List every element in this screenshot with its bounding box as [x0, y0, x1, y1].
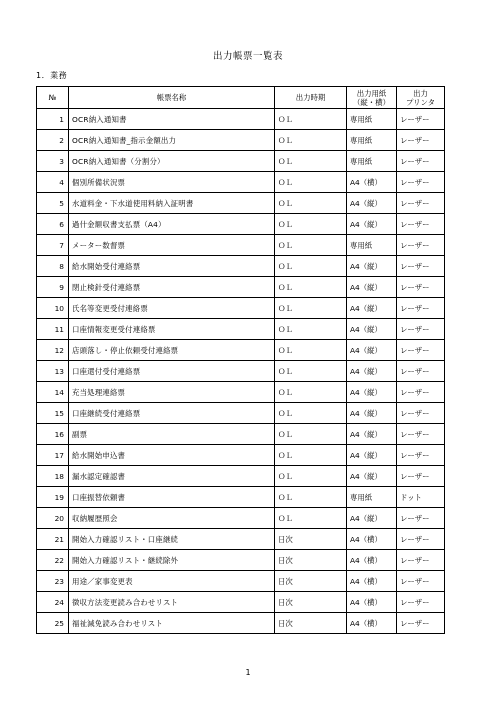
- row-number: 1: [37, 109, 69, 130]
- table-row: [37, 424, 445, 445]
- output-printer: レーザー: [397, 277, 445, 298]
- row-number: 11: [37, 319, 69, 340]
- header-printer: [397, 87, 445, 109]
- table-row: [37, 613, 445, 634]
- output-paper: 専用紙: [347, 130, 397, 151]
- row-number: 18: [37, 466, 69, 487]
- header-printer-line1: 出力: [413, 88, 428, 98]
- row-number: 2: [37, 130, 69, 151]
- output-timing: ＯＬ: [275, 403, 347, 424]
- row-number: 23: [37, 571, 69, 592]
- output-paper: A4（縦）: [347, 403, 397, 424]
- output-paper: A4（横）: [347, 172, 397, 193]
- report-list-table: [36, 86, 445, 634]
- output-timing: ＯＬ: [275, 424, 347, 445]
- row-number: 5: [37, 193, 69, 214]
- row-number: 10: [37, 298, 69, 319]
- output-printer: レーザー: [397, 256, 445, 277]
- report-name: 店頭落し・停止依頼受付連絡票: [69, 340, 275, 361]
- output-paper: A4（縦）: [347, 277, 397, 298]
- output-printer: ドット: [397, 487, 445, 508]
- row-number: 7: [37, 235, 69, 256]
- report-name: 口座振替依頼書: [69, 487, 275, 508]
- row-number: 3: [37, 151, 69, 172]
- table-row: [37, 445, 445, 466]
- output-paper: A4（縦）: [347, 319, 397, 340]
- output-timing: ＯＬ: [275, 214, 347, 235]
- table-row: [37, 508, 445, 529]
- page-number: 1: [245, 668, 251, 677]
- table-row: [37, 592, 445, 613]
- output-paper: A4（縦）: [347, 298, 397, 319]
- output-paper: A4（縦）: [347, 193, 397, 214]
- output-timing: ＯＬ: [275, 130, 347, 151]
- report-name: 口座継続受付連絡票: [69, 403, 275, 424]
- output-printer: レーザー: [397, 109, 445, 130]
- report-name: 充当処理連絡票: [69, 382, 275, 403]
- report-name: 給水開始申込書: [69, 445, 275, 466]
- output-printer: レーザー: [397, 466, 445, 487]
- output-timing: ＯＬ: [275, 361, 347, 382]
- output-paper: A4（横）: [347, 571, 397, 592]
- output-paper: 専用紙: [347, 109, 397, 130]
- output-timing: ＯＬ: [275, 277, 347, 298]
- output-paper: A4（縦）: [347, 445, 397, 466]
- table-row: [37, 571, 445, 592]
- report-name: 収納履歴照会: [69, 508, 275, 529]
- report-name: 過什金額収書支払票（A4）: [69, 214, 275, 235]
- output-printer: レーザー: [397, 193, 445, 214]
- output-timing: 日次: [275, 592, 347, 613]
- output-printer: レーザー: [397, 424, 445, 445]
- output-printer: レーザー: [397, 235, 445, 256]
- row-number: 9: [37, 277, 69, 298]
- row-number: 21: [37, 529, 69, 550]
- table-header-row: [37, 87, 445, 109]
- output-timing: ＯＬ: [275, 508, 347, 529]
- report-name: 徴収方法変更読み合わせリスト: [69, 592, 275, 613]
- output-paper: A4（縦）: [347, 508, 397, 529]
- report-name: 福祉減免読み合わせリスト: [69, 613, 275, 634]
- output-paper: A4（縦）: [347, 214, 397, 235]
- row-number: 4: [37, 172, 69, 193]
- report-name: OCR納入通知書: [69, 109, 275, 130]
- output-printer: レーザー: [397, 571, 445, 592]
- output-paper: A4（横）: [347, 529, 397, 550]
- header-paper-line2: （縦・横）: [353, 97, 390, 107]
- output-printer: レーザー: [397, 445, 445, 466]
- report-name: メーター数督票: [69, 235, 275, 256]
- output-printer: レーザー: [397, 550, 445, 571]
- table-row: [37, 172, 445, 193]
- output-printer: レーザー: [397, 130, 445, 151]
- row-number: 13: [37, 361, 69, 382]
- report-name: 副票: [69, 424, 275, 445]
- output-timing: ＯＬ: [275, 319, 347, 340]
- row-number: 22: [37, 550, 69, 571]
- report-name: 開始入力確認リスト・口座継続: [69, 529, 275, 550]
- report-name: OCR納入通知書_指示金額出力: [69, 130, 275, 151]
- output-printer: レーザー: [397, 298, 445, 319]
- output-printer: レーザー: [397, 508, 445, 529]
- row-number: 12: [37, 340, 69, 361]
- report-name: 開始入力確認リスト・継続除外: [69, 550, 275, 571]
- table-row: [37, 487, 445, 508]
- table-row: [37, 529, 445, 550]
- header-paper-line1: 出力用紙: [356, 88, 387, 98]
- report-name: 氏名等変更受付連絡票: [69, 298, 275, 319]
- header-printer-line2: プリンタ: [406, 97, 435, 107]
- output-timing: ＯＬ: [275, 172, 347, 193]
- row-number: 19: [37, 487, 69, 508]
- output-printer: レーザー: [397, 403, 445, 424]
- table-row: [37, 235, 445, 256]
- output-paper: A4（縦）: [347, 382, 397, 403]
- output-paper: A4（縦）: [347, 424, 397, 445]
- output-printer: レーザー: [397, 382, 445, 403]
- output-timing: ＯＬ: [275, 298, 347, 319]
- header-name: 帳票名称: [69, 87, 275, 109]
- output-paper: A4（横）: [347, 592, 397, 613]
- output-timing: 日次: [275, 550, 347, 571]
- table-row: [37, 193, 445, 214]
- row-number: 25: [37, 613, 69, 634]
- output-timing: ＯＬ: [275, 151, 347, 172]
- output-paper: 専用紙: [347, 487, 397, 508]
- output-printer: レーザー: [397, 214, 445, 235]
- output-paper: 専用紙: [347, 151, 397, 172]
- report-name: 用途／家事変更表: [69, 571, 275, 592]
- table-row: [37, 298, 445, 319]
- output-printer: レーザー: [397, 592, 445, 613]
- table-row: [37, 214, 445, 235]
- row-number: 24: [37, 592, 69, 613]
- report-name: 閉止検針受付連絡票: [69, 277, 275, 298]
- output-printer: レーザー: [397, 319, 445, 340]
- table-row: [37, 151, 445, 172]
- table-row: [37, 466, 445, 487]
- output-paper: A4（縦）: [347, 340, 397, 361]
- output-timing: ＯＬ: [275, 235, 347, 256]
- table-row: [37, 109, 445, 130]
- table-row: [37, 403, 445, 424]
- report-name: 口座還付受付連絡票: [69, 361, 275, 382]
- output-timing: ＯＬ: [275, 340, 347, 361]
- table-row: [37, 550, 445, 571]
- output-timing: ＯＬ: [275, 109, 347, 130]
- output-printer: レーザー: [397, 529, 445, 550]
- row-number: 17: [37, 445, 69, 466]
- table-row: [37, 319, 445, 340]
- output-timing: ＯＬ: [275, 445, 347, 466]
- output-printer: レーザー: [397, 613, 445, 634]
- header-paper: [347, 87, 397, 109]
- table-row: [37, 340, 445, 361]
- output-printer: レーザー: [397, 361, 445, 382]
- section-heading: 1．業務: [36, 71, 68, 80]
- table-row: [37, 382, 445, 403]
- row-number: 14: [37, 382, 69, 403]
- output-timing: ＯＬ: [275, 256, 347, 277]
- header-no: №: [37, 87, 69, 109]
- output-timing: ＯＬ: [275, 193, 347, 214]
- table-row: [37, 361, 445, 382]
- row-number: 6: [37, 214, 69, 235]
- report-name: 水道料金・下水道使用料納入証明書: [69, 193, 275, 214]
- row-number: 8: [37, 256, 69, 277]
- header-timing: 出力時期: [275, 87, 347, 109]
- output-paper: 専用紙: [347, 235, 397, 256]
- output-timing: 日次: [275, 529, 347, 550]
- output-printer: レーザー: [397, 151, 445, 172]
- row-number: 15: [37, 403, 69, 424]
- output-paper: A4（横）: [347, 550, 397, 571]
- output-timing: ＯＬ: [275, 466, 347, 487]
- report-name: 給水開始受付連絡票: [69, 256, 275, 277]
- output-paper: A4（縦）: [347, 256, 397, 277]
- table-row: [37, 130, 445, 151]
- report-name: 口座情報変更受付連絡票: [69, 319, 275, 340]
- output-printer: レーザー: [397, 172, 445, 193]
- output-timing: ＯＬ: [275, 487, 347, 508]
- output-paper: A4（縦）: [347, 466, 397, 487]
- output-paper: A4（縦）: [347, 361, 397, 382]
- output-printer: レーザー: [397, 340, 445, 361]
- row-number: 20: [37, 508, 69, 529]
- report-name: OCR納入通知書（分割分）: [69, 151, 275, 172]
- report-name: 個別所備状況票: [69, 172, 275, 193]
- table-row: [37, 256, 445, 277]
- table-row: [37, 277, 445, 298]
- output-timing: 日次: [275, 613, 347, 634]
- output-timing: ＯＬ: [275, 382, 347, 403]
- output-paper: A4（横）: [347, 613, 397, 634]
- output-timing: 日次: [275, 571, 347, 592]
- row-number: 16: [37, 424, 69, 445]
- document-title: 出力帳票一覧表: [212, 51, 283, 62]
- report-name: 漏水認定確認書: [69, 466, 275, 487]
